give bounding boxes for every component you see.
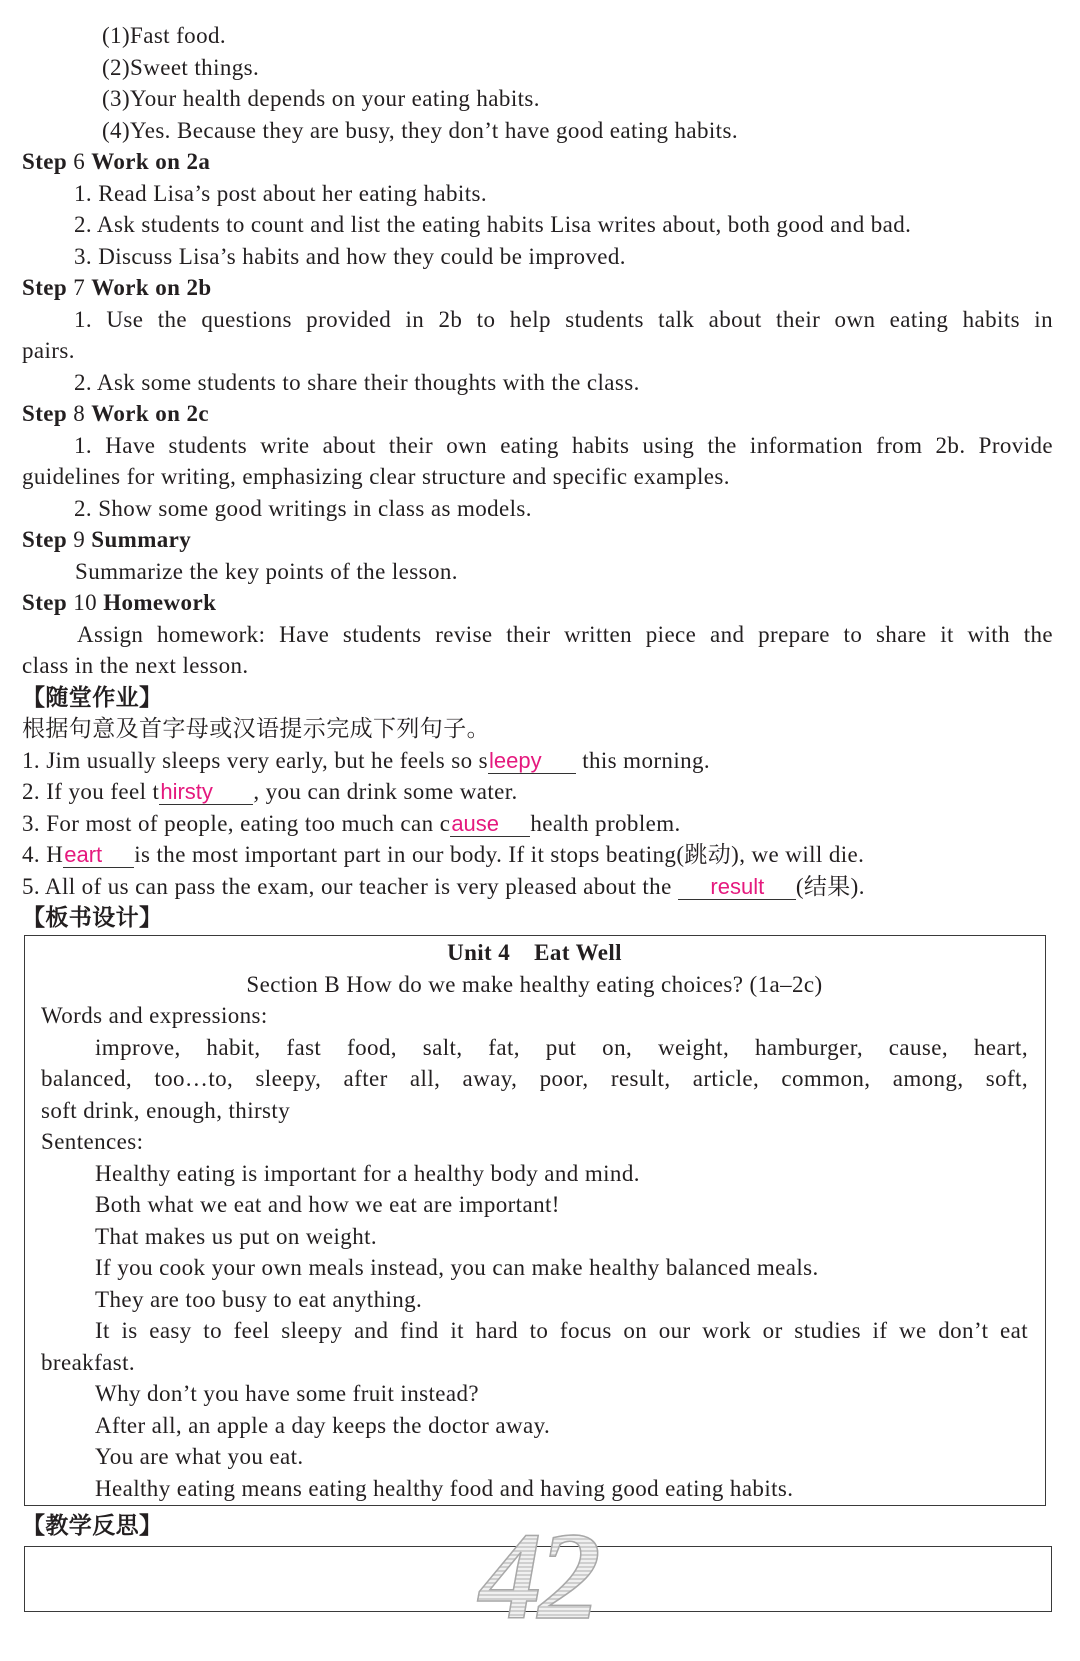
words-label: Words and expressions: <box>41 1003 268 1028</box>
answer-blank <box>488 748 576 774</box>
item-text-after: health problem. <box>530 810 681 836</box>
board-section-title: Section B How do we make healthy eating choices? (1a–2c) <box>246 971 823 997</box>
item-text-after: (结果). <box>795 873 865 899</box>
step-heading <box>22 587 1053 619</box>
item-text-before: 4. H <box>22 842 64 867</box>
reflection-heading: 【教学反思】 <box>22 1513 163 1538</box>
sentence-line: That makes us put on weight. <box>95 1223 378 1249</box>
exercise-heading: 【随堂作业】 <box>22 684 163 710</box>
answer-text: result <box>710 873 765 899</box>
item-text-before: 3. For most of people, eating too much can c <box>22 810 451 836</box>
item-text-after: this morning. <box>576 747 711 773</box>
unit-name: Eat Well <box>534 940 622 965</box>
exercise-item <box>22 839 1053 871</box>
step-number: 7 <box>73 275 86 300</box>
answer-line: (2)Sweet things. <box>102 54 260 80</box>
answer-blank <box>450 811 530 837</box>
lesson-procedure <box>22 20 1053 934</box>
sentence-line: After all, an apple a day keeps the doctor away. <box>95 1412 551 1438</box>
step-word: Step <box>22 590 68 615</box>
words-line: soft drink, enough, thirsty <box>41 1097 291 1123</box>
step-heading <box>22 146 1053 178</box>
step-title: Work on 2b <box>91 275 212 300</box>
step-number: 10 <box>73 590 98 615</box>
step-heading <box>22 272 1053 304</box>
sentence-line: Why don’t you have some fruit instead? <box>95 1381 479 1406</box>
answer-text: ause <box>451 810 500 836</box>
sentences-label: Sentences: <box>41 1129 144 1154</box>
step-heading <box>22 398 1053 430</box>
blackboard-design-box <box>24 935 1046 1506</box>
item-text-after: is the most important part in our body. If it stops beating(跳动), we will die. <box>134 842 865 867</box>
step-number: 8 <box>73 401 86 426</box>
sentence-line: Both what we eat and how we eat are important! <box>95 1192 560 1217</box>
words-line: balanced, too…to, sleepy, after all, away, poor, result, article, common, among, soft, <box>41 1066 1028 1091</box>
sentence-line: Healthy eating is important for a healthy body and mind. <box>95 1160 640 1186</box>
answer-line: (1)Fast food. <box>102 23 227 48</box>
answer-text: eart <box>64 842 103 867</box>
item-text-before: 1. Jim usually sleeps very early, but he feels so s <box>22 747 489 773</box>
step-title: Summary <box>91 527 192 552</box>
exercise-item <box>22 871 1053 903</box>
board-unit-title <box>41 937 1028 969</box>
sentence-line: Healthy eating means eating healthy food and having good eating habits. <box>95 1475 794 1501</box>
unit-number: Unit 4 <box>447 940 511 965</box>
step-number: 9 <box>73 527 86 552</box>
step-line: 3. Discuss Lisa’s habits and how they could be improved. <box>74 243 626 269</box>
answer-blank <box>159 779 253 805</box>
step-word: Step <box>22 149 68 174</box>
step-title: Work on 2a <box>91 149 211 174</box>
step-word: Step <box>22 527 68 552</box>
answer-line: (3)Your health depends on your eating habits. <box>102 86 540 111</box>
step-line: 2. Ask some students to share their thoughts with the class. <box>74 369 640 395</box>
page-number: 42 <box>438 1515 638 1640</box>
sentence-line: They are too busy to eat anything. <box>95 1286 423 1312</box>
words-line: improve, habit, fast food, salt, fat, put on, weight, hamburger, cause, heart, <box>95 1034 1028 1060</box>
step-title: Homework <box>103 590 217 615</box>
answer-line: (4)Yes. Because they are busy, they don’t have good eating habits. <box>102 117 738 143</box>
answer-text: leepy <box>489 747 542 773</box>
step-word: Step <box>22 401 68 426</box>
step-line: pairs. <box>22 338 75 363</box>
board-heading: 【板书设计】 <box>22 905 163 930</box>
sentence-line: If you cook your own meals instead, you can make healthy balanced meals. <box>95 1255 819 1280</box>
exercise-item <box>22 776 1053 808</box>
step-line: Assign homework: Have students revise their written piece and prepare to share it with the <box>77 621 1053 647</box>
exercise-item <box>22 808 1053 840</box>
answer-text: hirsty <box>160 779 213 804</box>
step-line: 1. Use the questions provided in 2b to help students talk about their own eating habits in <box>74 306 1053 332</box>
step-number: 6 <box>73 149 86 174</box>
step-word: Step <box>22 275 68 300</box>
step-heading <box>22 524 1053 556</box>
sentence-line: You are what you eat. <box>95 1444 304 1469</box>
item-text-before: 2. If you feel t <box>22 779 160 804</box>
step-line: Summarize the key points of the lesson. <box>75 558 458 584</box>
sentence-line: It is easy to feel sleepy and find it hard to focus on our work or studies if we don’t eat <box>95 1318 1028 1343</box>
step-line: 1. Have students write about their own eating habits using the information from 2b. Provide <box>74 432 1053 458</box>
step-line: 2. Ask students to count and list the eating habits Lisa writes about, both good and bad. <box>74 212 912 237</box>
sentence-line: breakfast. <box>41 1349 136 1375</box>
step-line: guidelines for writing, emphasizing clear structure and specific examples. <box>22 464 730 489</box>
exercise-instruction: 根据句意及首字母或汉语提示完成下列句子。 <box>22 716 490 741</box>
step-line: 1. Read Lisa’s post about her eating habits. <box>74 180 487 206</box>
answer-blank <box>63 842 134 868</box>
step-line: class in the next lesson. <box>22 653 249 678</box>
exercise-item <box>22 745 1053 777</box>
step-title: Work on 2c <box>91 401 210 426</box>
item-text-after: , you can drink some water. <box>253 779 518 804</box>
answer-blank <box>678 874 796 900</box>
item-text-before: 5. All of us can pass the exam, our teacher is very pleased about the <box>22 873 678 899</box>
step-line: 2. Show some good writings in class as models. <box>74 495 532 521</box>
